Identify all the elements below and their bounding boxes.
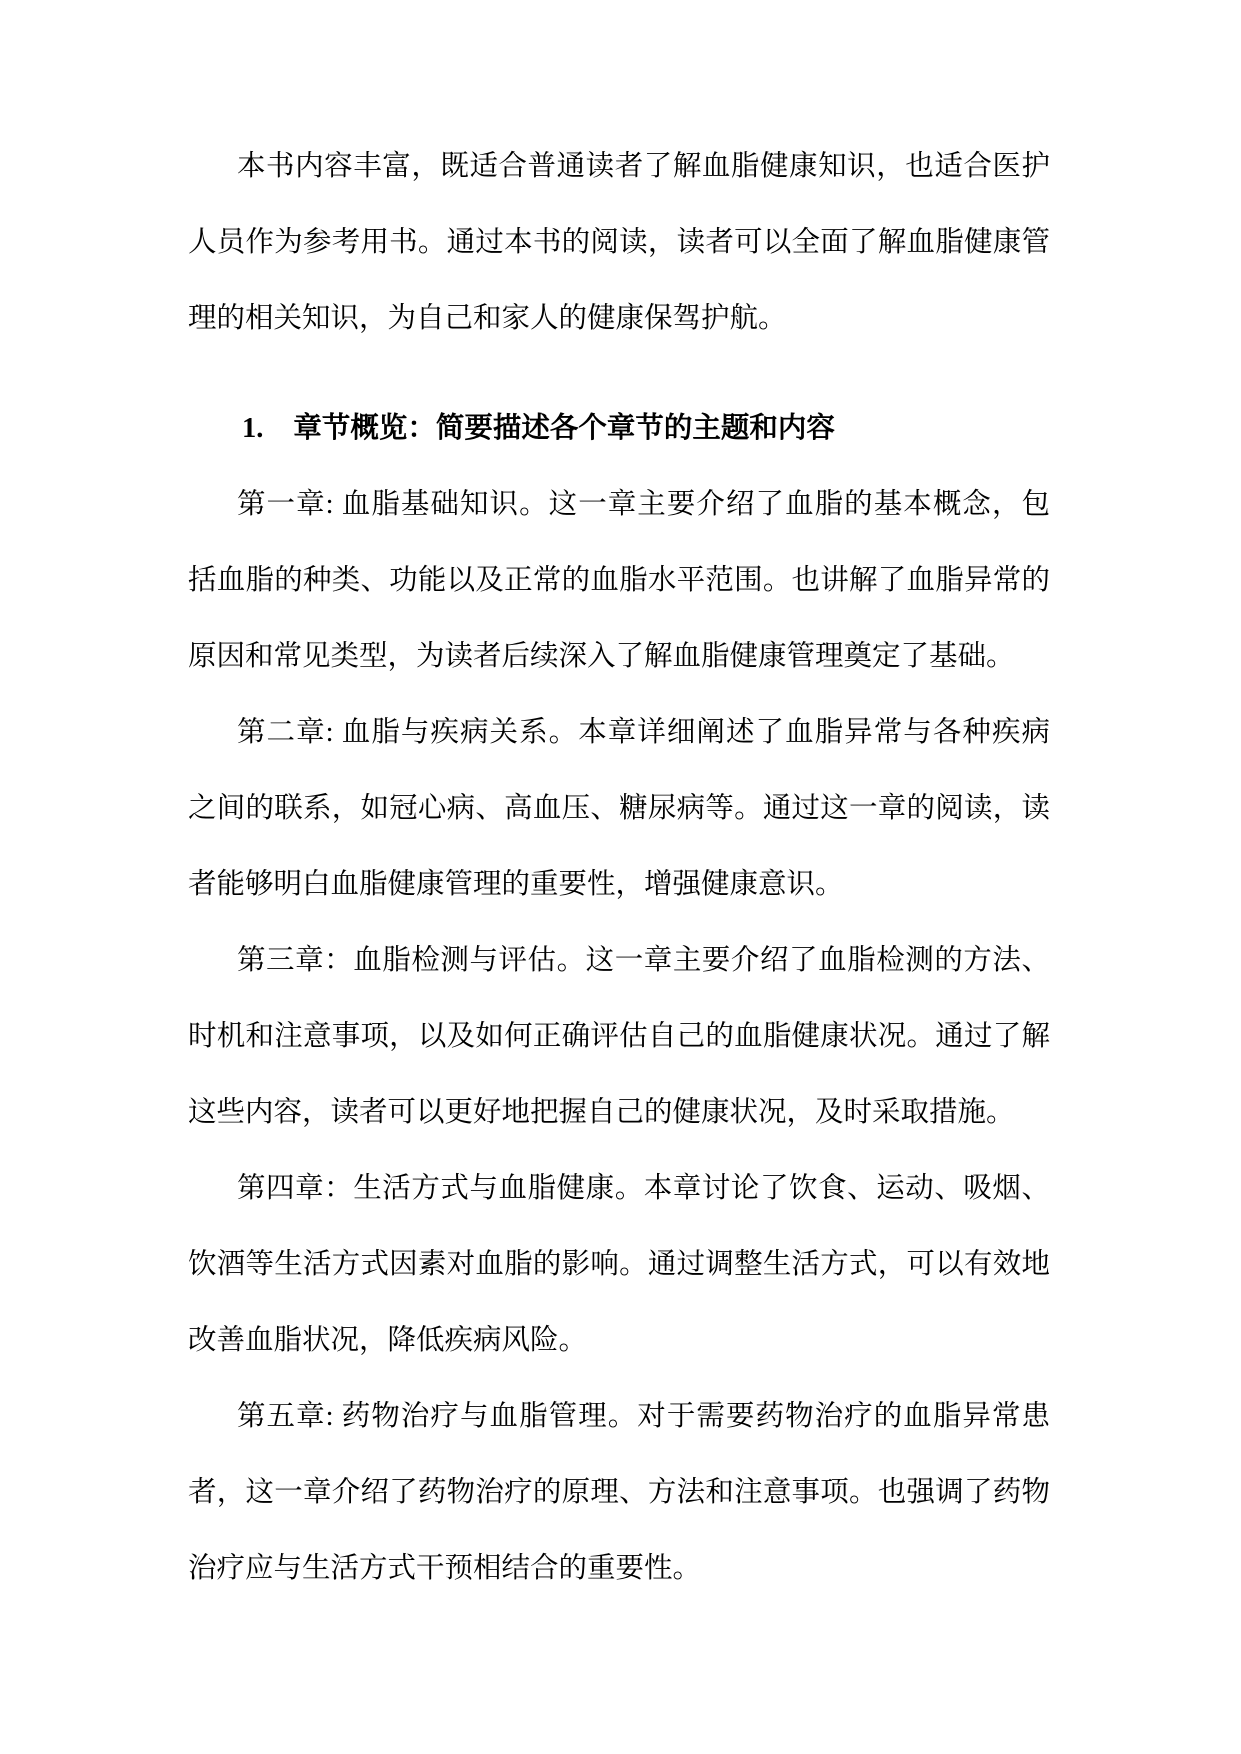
heading-number: 1.	[242, 413, 264, 444]
section-heading	[188, 391, 1050, 467]
heading-title: 章节概览：简要描述各个章节的主题和内容	[293, 413, 835, 444]
intro-paragraph: 本书内容丰富，既适合普通读者了解血脂健康知识，也适合医护人员作为参考用书。通过本书的阅读，读者可以全面了解血脂健康管理的相关知识，为自己和家人的健康保驾护航。	[188, 151, 1050, 334]
chapter-2-paragraph: 第二章: 血脂与疾病关系。本章详细阐述了血脂异常与各种疾病之间的联系，如冠心病、高血压、糖尿病等。通过这一章的阅读，读者能够明白血脂健康管理的重要性，增强健康意识。	[188, 717, 1050, 900]
chapter-3-paragraph: 第三章：血脂检测与评估。这一章主要介绍了血脂检测的方法、时机和注意事项，以及如何正确评估自己的血脂健康状况。通过了解这些内容，读者可以更好地把握自己的健康状况，及时采取措施。	[188, 945, 1050, 1128]
chapter-1-paragraph: 第一章: 血脂基础知识。这一章主要介绍了血脂的基本概念，包括血脂的种类、功能以及正常的血脂水平范围。也讲解了血脂异常的原因和常见类型，为读者后续深入了解血脂健康管理奠定了基础。	[188, 489, 1050, 672]
chapter-5-paragraph: 第五章: 药物治疗与血脂管理。对于需要药物治疗的血脂异常患者，这一章介绍了药物治疗的原理、方法和注意事项。也强调了药物治疗应与生活方式干预相结合的重要性。	[188, 1401, 1050, 1584]
chapter-4-paragraph: 第四章：生活方式与血脂健康。本章讨论了饮食、运动、吸烟、饮酒等生活方式因素对血脂的影响。通过调整生活方式，可以有效地改善血脂状况，降低疾病风险。	[188, 1173, 1050, 1356]
